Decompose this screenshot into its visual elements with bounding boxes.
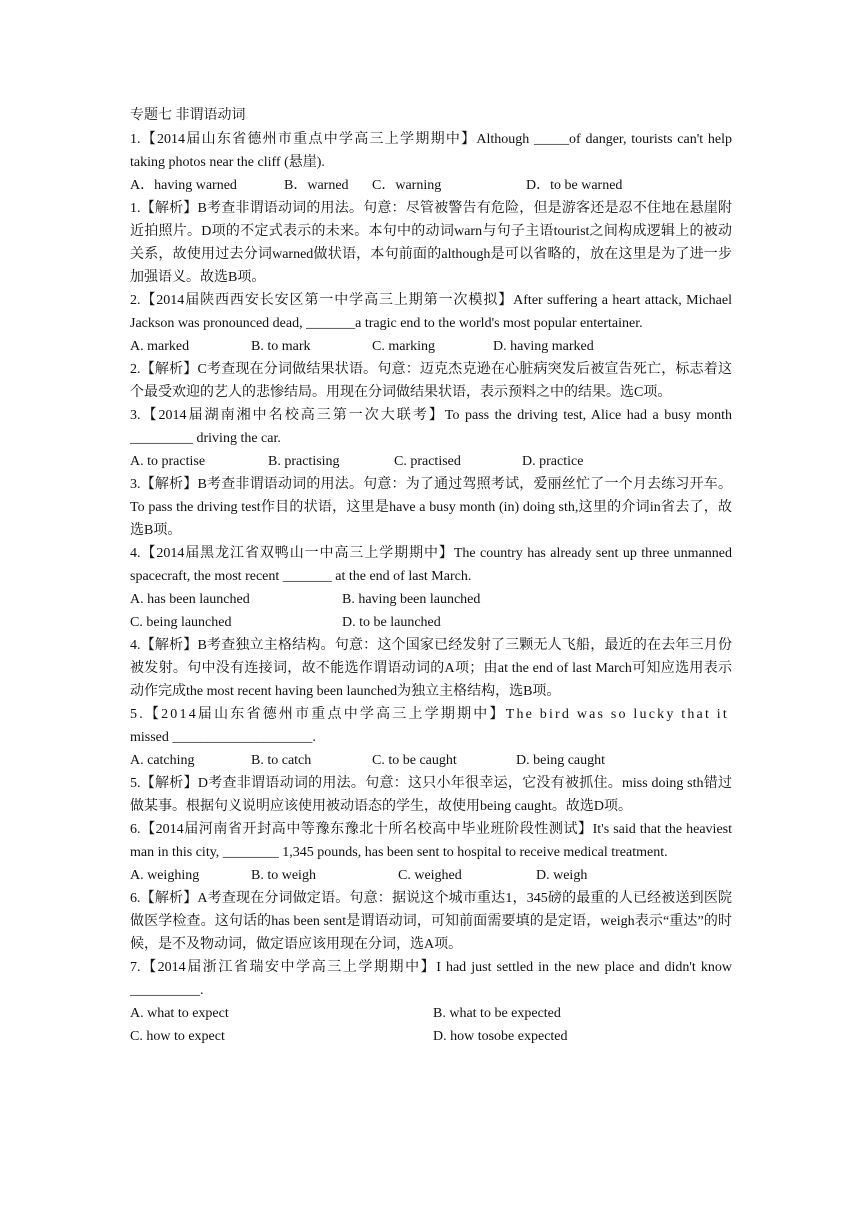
option-c: C. being launched: [130, 615, 232, 630]
question-2-stem: 2.【2014届陕西西安长安区第一中学高三上期第一次模拟】After suffering a heart attack, Michael Jackson was pronounced dead, _______a tragic end to the world's most popular entertainer.: [130, 293, 732, 331]
question-7-stem: 7.【2014届浙江省瑞安中学高三上学期期中】I had just settled in the new place and didn't know __________.: [130, 960, 732, 998]
question-5-options: [130, 749, 732, 772]
option-c: C．warning: [372, 178, 442, 193]
question-4-options-row-1: [130, 588, 732, 611]
question-2-analysis: 2.【解析】C考查现在分词做结果状语。句意：迈克杰克逊在心脏病突发后被宣告死亡，标志着这个最受欢迎的艺人的悲惨结局。用现在分词做结果状语，表示预料之中的结果。选C项。: [130, 362, 732, 400]
option-a: A. catching: [130, 753, 195, 768]
option-a: A. to practise: [130, 454, 206, 469]
question-5-stem: 5.【2014届山东省德州市重点中学高三上学期期中】The bird was so lucky that it: [130, 707, 729, 722]
question-6-stem: 6.【2014届河南省开封高中等豫东豫北十所名校高中毕业班阶段性测试】It's said that the heaviest man in this city, ________ 1,345 pounds, has been sent to hospital to receive medical treatment.: [130, 822, 732, 860]
question-2-options: [130, 335, 732, 358]
option-d: D．to be warned: [526, 178, 623, 193]
option-b: B. what to be expected: [433, 1006, 561, 1021]
option-b: B. to mark: [251, 339, 311, 354]
option-a: A. has been launched: [130, 592, 250, 607]
option-c: C. to be caught: [372, 753, 457, 768]
option-d: D. weigh: [536, 868, 588, 883]
option-a: A. marked: [130, 339, 190, 354]
option-b: B．warned: [284, 178, 349, 193]
option-a: A. weighing: [130, 868, 200, 883]
question-4-options-row-2: [130, 611, 732, 634]
question-3-analysis: 3.【解析】B考查非谓语动词的用法。句意：为了通过驾照考试，爱丽丝忙了一个月去练习开车。To pass the driving test作目的状语，这里是have a busy month (in) doing sth,这里的介词in省去了，故选B项。: [130, 477, 732, 538]
question-6-analysis: 6.【解析】A考查现在分词做定语。句意：据说这个城市重达1，345磅的最重的人已经被送到医院做医学检查。这句话的has been sent是谓语动词，可知前面需要填的是定语，weigh表示“重达”的时候，是不及物动词，做定语应该用现在分词，选A项。: [130, 891, 732, 952]
option-a: A. what to expect: [130, 1006, 229, 1021]
question-4-analysis: 4.【解析】B考查独立主格结构。句意：这个国家已经发射了三颗无人飞船，最近的在去年三月份被发射。句中没有连接词，故不能选作谓语动词的A项；由at the end of last March可知应选用表示动作完成the most recent having been launched为独立主格结构，选B项。: [130, 638, 732, 699]
question-1-stem: 1.【2014届山东省德州市重点中学高三上学期期中】Although _____of danger, tourists can't help taking photos near the cliff (悬崖).: [130, 132, 732, 170]
option-d: D. having marked: [493, 339, 594, 354]
question-4-stem: 4.【2014届黑龙江省双鸭山一中高三上学期期中】The country has already sent up three unmanned spacecraft, the most recent _______ at the end of last March.: [130, 546, 732, 584]
question-5-stem-continued: missed ____________________.: [130, 730, 316, 745]
option-b: B. to weigh: [251, 868, 316, 883]
option-d: D. how tosobe expected: [433, 1029, 568, 1044]
option-b: B. practising: [268, 454, 340, 469]
question-5-analysis: 5.【解析】D考查非谓语动词的用法。句意：这只小年很幸运，它没有被抓住。miss doing sth错过做某事。根据句义说明应该使用被动语态的学生，故使用being caught。故选D项。: [130, 776, 732, 814]
question-6-options: [130, 864, 732, 887]
question-3-options: [130, 450, 732, 473]
question-7-options-row-1: [130, 1002, 732, 1025]
option-c: C. marking: [372, 339, 435, 354]
option-d: D. being caught: [516, 753, 606, 768]
question-1-analysis: 1.【解析】B考查非谓语动词的用法。句意：尽管被警告有危险，但是游客还是忍不住地在悬崖附近拍照片。D项的不定式表示的未来。本句中的动词warn与句子主语tourist之间构成逻辑上的被动关系，故使用过去分词warned做状语，本句前面的although是可以省略的，放在这里是为了进一步加强语义。故选B项。: [130, 201, 732, 285]
option-c: C. how to expect: [130, 1029, 225, 1044]
option-b: B. having been launched: [342, 592, 481, 607]
question-3-stem: 3.【2014届湖南湘中名校高三第一次大联考】To pass the driving test, Alice had a busy month _________ driving the car.: [130, 408, 732, 446]
option-d: D. to be launched: [342, 615, 441, 630]
document-title: 专题七 非谓语动词: [130, 108, 246, 123]
option-d: D. practice: [522, 454, 584, 469]
question-1-options: [130, 174, 732, 197]
option-c: C. practised: [394, 454, 461, 469]
option-c: C. weighed: [398, 868, 462, 883]
option-b: B. to catch: [251, 753, 312, 768]
question-7-options-row-2: [130, 1025, 732, 1048]
option-a: A．having warned: [130, 178, 237, 193]
document-body: [130, 104, 732, 1048]
